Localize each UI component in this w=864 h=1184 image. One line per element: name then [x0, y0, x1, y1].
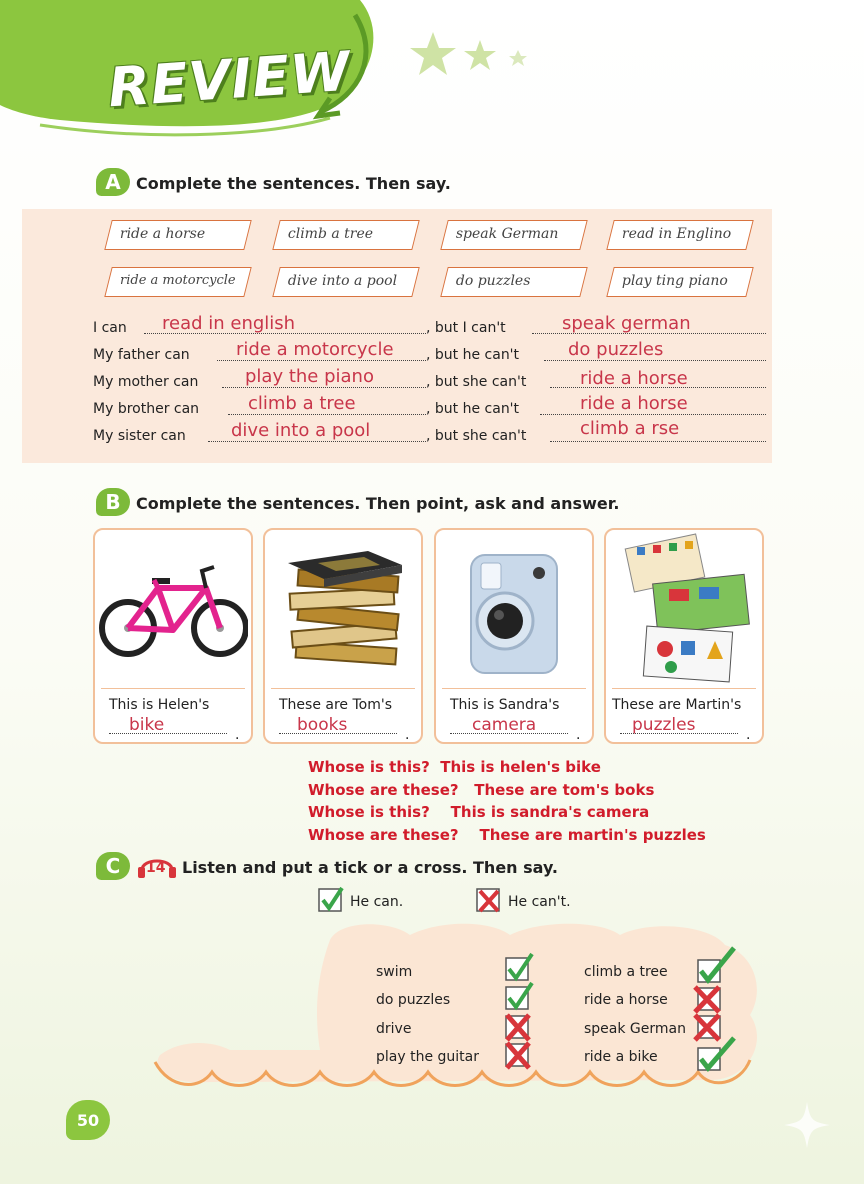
cross-mark	[504, 1040, 534, 1070]
phrase-box: speak German	[440, 220, 587, 250]
answer-line	[620, 733, 738, 734]
qa-line: Whose are these? These are martin's puzzles	[308, 826, 706, 844]
tick-mark	[696, 1036, 736, 1072]
handwritten-answer: ride a motorcycle	[236, 339, 394, 360]
answer-line	[279, 733, 397, 734]
handwritten-answer: climb a rse	[580, 418, 680, 439]
answer-line	[109, 733, 227, 734]
section-a-instruction: Complete the sentences. Then say.	[136, 174, 451, 193]
caption-text: This is Helen's	[109, 697, 210, 713]
answer-line	[228, 414, 426, 415]
legend-cant: He can't.	[508, 894, 571, 910]
handwritten-answer: books	[297, 715, 348, 735]
answer-line	[208, 441, 426, 442]
activity-label: do puzzles	[376, 992, 451, 1008]
section-c-instruction: Listen and put a tick or a cross. Then say.	[182, 858, 558, 877]
tick-mark	[504, 952, 534, 982]
period: .	[576, 727, 581, 743]
sentence-label: My father can	[93, 347, 190, 363]
handwritten-answer: puzzles	[632, 715, 696, 735]
card-caption	[612, 688, 756, 741]
sentence-label: , but I can't	[426, 320, 506, 336]
section-a-badge: A	[96, 168, 130, 196]
sentence-label: My mother can	[93, 374, 199, 390]
activity-label: ride a horse	[584, 992, 668, 1008]
tick-icon	[318, 886, 344, 914]
card-caption	[101, 688, 245, 741]
page-number: 50	[66, 1100, 110, 1140]
qa-line: Whose are these? These are tom's boks	[308, 781, 655, 799]
cross-icon	[476, 886, 502, 914]
qa-line: Whose is this? This is sandra's camera	[308, 803, 650, 821]
card-caption	[271, 688, 415, 741]
books-icon	[268, 533, 418, 683]
camera-icon	[439, 533, 589, 683]
answer-line	[550, 441, 766, 442]
phrase-box: dive into a pool	[272, 267, 419, 297]
page-title: REVIEW	[106, 39, 353, 120]
phrase-box: do puzzles	[440, 267, 587, 297]
picture-card	[93, 528, 253, 744]
section-c-badge: C	[96, 852, 130, 880]
handwritten-answer: climb a tree	[248, 393, 356, 414]
activity-label: swim	[376, 964, 413, 980]
section-b-instruction: Complete the sentences. Then point, ask and answer.	[136, 494, 620, 513]
sentence-label: , but she can't	[426, 428, 527, 444]
answer-line	[450, 733, 568, 734]
handwritten-answer: ride a horse	[580, 393, 688, 414]
audio-track-icon[interactable]	[136, 852, 178, 880]
answer-line	[217, 360, 426, 361]
handwritten-answer: dive into a pool	[231, 420, 371, 441]
activity-cloud	[150, 920, 770, 1095]
activity-label: climb a tree	[584, 964, 668, 980]
phrase-box: read in Englino	[606, 220, 753, 250]
picture-card	[434, 528, 594, 744]
sentence-label: , but he can't	[426, 401, 520, 417]
puzzles-icon	[609, 533, 759, 683]
cross-mark	[504, 1012, 534, 1042]
activity-label: ride a bike	[584, 1049, 658, 1065]
sentence-label: , but she can't	[426, 374, 527, 390]
stars-decoration	[408, 30, 538, 80]
picture-card	[263, 528, 423, 744]
period: .	[405, 727, 410, 743]
bicycle-icon	[98, 533, 248, 683]
handwritten-answer: ride a horse	[580, 368, 688, 389]
card-caption	[442, 688, 586, 741]
caption-text: These are Martin's	[612, 697, 742, 713]
tick-mark	[696, 946, 736, 984]
activity-label: drive	[376, 1021, 412, 1037]
picture-card	[604, 528, 764, 744]
section-b-badge: B	[96, 488, 130, 516]
period: .	[235, 727, 240, 743]
handwritten-answer: do puzzles	[568, 339, 664, 360]
sentence-label: I can	[93, 320, 127, 336]
legend-can: He can.	[350, 894, 404, 910]
phrase-box: play ting piano	[606, 267, 753, 297]
caption-text: These are Tom's	[279, 697, 393, 713]
handwritten-answer: speak german	[562, 313, 691, 334]
caption-text: This is Sandra's	[450, 697, 560, 713]
handwritten-answer: camera	[472, 715, 537, 735]
phrase-box: climb a tree	[272, 220, 419, 250]
cross-mark	[692, 984, 722, 1014]
handwritten-answer: play the piano	[245, 366, 374, 387]
answer-line	[544, 360, 766, 361]
sentence-label: My brother can	[93, 401, 200, 417]
sparkle-icon	[782, 1100, 832, 1150]
phrase-box: ride a motorcycle	[104, 267, 251, 297]
answer-line	[540, 414, 766, 415]
answer-line	[222, 387, 426, 388]
activity-label: play the guitar	[376, 1049, 479, 1065]
qa-line: Whose is this? This is helen's bike	[308, 758, 601, 776]
period: .	[746, 727, 751, 743]
track-number: 14	[146, 860, 166, 876]
activity-label: speak German	[584, 1021, 686, 1037]
sentence-label: , but he can't	[426, 347, 520, 363]
handwritten-answer: read in english	[162, 313, 296, 334]
sentence-label: My sister can	[93, 428, 186, 444]
phrase-box: ride a horse	[104, 220, 251, 250]
tick-mark	[504, 981, 534, 1011]
handwritten-answer: bike	[129, 715, 165, 735]
